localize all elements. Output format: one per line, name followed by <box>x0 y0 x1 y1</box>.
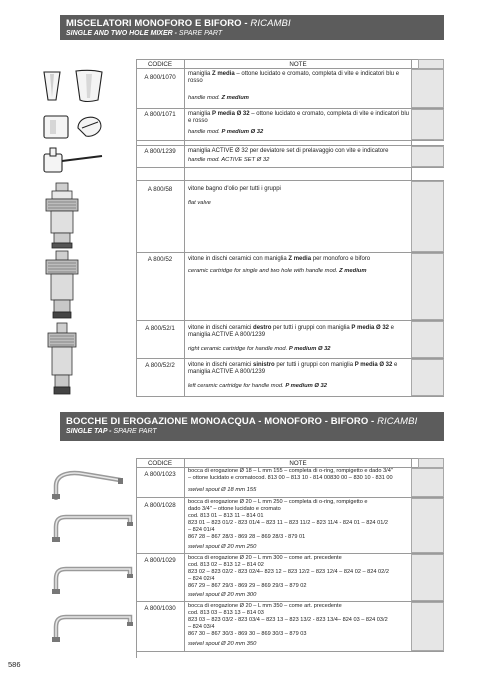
section-subtitle: SINGLE AND TWO HOLE MIXER - SPARE PART <box>66 30 223 37</box>
table-rule <box>136 167 444 168</box>
product-translation: handle mod. ACTIVE SET Ø 32 <box>188 157 270 163</box>
table-rule <box>136 553 444 554</box>
table-rule <box>136 651 444 652</box>
price-cell <box>411 554 444 601</box>
product-description: vitone in dischi ceramici sinistro per tutti i gruppi con maniglia P media Ø 32 e maniglia ACTIVE A 800/1239 <box>188 362 398 376</box>
section-title: BOCCHE DI EROGAZIONE MONOACQUA - MONOFORO - BIFORO - RICAMBI <box>66 416 418 427</box>
product-code: A 800/1029 <box>144 557 176 564</box>
table-rule <box>136 59 137 396</box>
product-translation: flat valve <box>188 200 211 206</box>
product-description: bocca di erogazione Ø 20 – L mm 250 – completa di o-ring, rompigetto e dado 3/4" – ottone lucidato e cromato cod. 813 01 – 813 11 – 814 01 823 01 – 823 01/2 - 823 01/4 – 823 11 – 823 11/2 – 823 11/4 - 824 01 – 824 01/2 – 824 01/4 867 28 – 867 28/3 - 869 28 – 869 28/3 - 879 01 <box>188 499 388 540</box>
section-header-mixers <box>60 15 444 40</box>
product-code: A 800/1030 <box>144 605 176 612</box>
product-description: bocca di erogazione Ø 20 – L mm 350 – come art. precedente cod. 813 03 – 813 13 – 814 03 823 03 – 823 03/2 - 823 03/4 – 823 13 – 823 13/2 - 823 13/4– 824 03 – 824 03/2 – 824 03/4 867 30 – 867 30/3 - 869 30 – 869 30/3 – 879 03 <box>188 603 388 637</box>
price-header-cell <box>418 59 444 69</box>
price-cell <box>411 359 444 396</box>
product-description: bocca di erogazione Ø 20 – L mm 300 – come art. precedente cod. 813 02 – 813 12 – 814 02 823 02 – 823 02/2 - 823 02/4– 823 12 – 823 12/2 – 823 12/4 – 824 02 – 824 02/2 – 824 02/4 867 29 – 867 29/3 - 869 29 – 869 29/3 – 879 02 <box>188 555 389 589</box>
product-code: A 800/58 <box>147 186 173 193</box>
product-code: A 800/1070 <box>144 74 176 81</box>
product-description: maniglia P media Ø 32 – ottone lucidato e cromato, completa di vite e indicatori blu e rosso <box>188 111 410 125</box>
table-rule <box>184 458 185 651</box>
price-cell <box>411 498 444 553</box>
product-code: A 800/52/1 <box>145 325 175 332</box>
table-rule <box>136 358 444 359</box>
table-rule <box>136 145 444 146</box>
price-cell <box>411 253 444 320</box>
product-code: A 800/52 <box>147 256 173 263</box>
table-rule <box>136 458 444 459</box>
table-rule <box>136 252 444 253</box>
column-header-notes: NOTE <box>289 61 307 68</box>
price-header-cell <box>418 458 444 468</box>
table-rule <box>136 140 444 141</box>
product-description: vitone in dischi ceramici destro per tutti i gruppi con maniglia P media Ø 32 e maniglia ACTIVE A 800/1239 <box>188 325 395 339</box>
price-cell <box>411 468 444 497</box>
section-header-spouts <box>60 412 444 441</box>
right-left-ceramic-cartridge-image <box>44 322 80 396</box>
table-rule <box>136 601 444 602</box>
table-rule <box>136 497 444 498</box>
table-rule <box>136 108 444 109</box>
table-rule <box>136 180 444 181</box>
price-cell <box>411 181 444 252</box>
product-translation: swivel spout Ø 20 mm 300 <box>188 592 257 598</box>
flat-valve-image <box>42 182 82 250</box>
product-translation: right ceramic cartridge for handle mod. P medium Ø 32 <box>188 346 331 352</box>
spout-350-image <box>50 613 136 643</box>
column-header-notes: NOTE <box>289 460 307 467</box>
price-cell <box>411 146 444 167</box>
column-header-code: CODICE <box>147 460 173 467</box>
table-rule <box>184 59 185 396</box>
product-description: bocca di erogazione Ø 18 – L mm 155 – completa di o-ring, rompigetto e dado 3/4" – ottone lucidato e cromatocod. 813 00 – 813 10 - 814 00830 00 – 830 10 - 831 00 <box>188 468 393 481</box>
table-rule <box>136 59 444 60</box>
product-translation: swivel spout Ø 20 mm 350 <box>188 641 257 647</box>
table-rule <box>136 320 444 321</box>
p-medium-handle-image <box>38 108 110 142</box>
product-translation: handle mod. Z medium <box>188 95 249 101</box>
section-subtitle: SINGLE TAP - SPARE PART <box>66 428 157 435</box>
product-code: A 800/1028 <box>144 502 176 509</box>
product-description: vitone in dischi ceramici con maniglia Z media per monoforo e biforo <box>188 256 371 262</box>
product-code: A 800/1023 <box>144 471 176 478</box>
spout-300-image <box>50 565 136 595</box>
section-title: MISCELATORI MONOFORO E BIFORO - RICAMBI <box>66 18 291 29</box>
price-cell <box>411 602 444 651</box>
z-medium-handle-image <box>40 66 110 106</box>
table-rule <box>136 458 137 658</box>
product-translation: ceramic cartridge for single and two hole with handle mod. Z medium <box>188 268 367 274</box>
price-cell <box>411 69 444 108</box>
spout-155-image <box>50 470 126 500</box>
price-cell <box>411 109 444 140</box>
product-description: maniglia Z media – ottone lucidato e cromato, completa di vite e indicatori blu e rosso <box>188 71 400 85</box>
product-translation: swivel spout Ø 20 mm 250 <box>188 544 257 550</box>
product-code: A 800/52/2 <box>145 362 175 369</box>
price-cell <box>411 321 444 358</box>
product-translation: handle mod. P medium Ø 32 <box>188 129 264 135</box>
product-translation: swivel spout Ø 18 mm 155 <box>188 487 257 493</box>
page-number: 586 <box>8 660 21 669</box>
table-rule <box>136 396 444 397</box>
active-handle-image <box>40 144 110 174</box>
product-description: maniglia ACTIVE Ø 32 per deviatore set di prelavaggio con vite e indicatore <box>188 148 389 154</box>
table-rule <box>136 68 444 69</box>
spout-250-image <box>50 513 136 543</box>
product-code: A 800/1239 <box>144 148 176 155</box>
column-header-code: CODICE <box>147 61 173 68</box>
product-translation: left ceramic cartridge for handle mod. P medium Ø 32 <box>188 383 327 389</box>
product-code: A 800/1071 <box>144 111 176 118</box>
ceramic-cartridge-image <box>42 250 82 320</box>
product-description: vitone bagno d'olio per tutti i gruppi <box>188 186 281 192</box>
